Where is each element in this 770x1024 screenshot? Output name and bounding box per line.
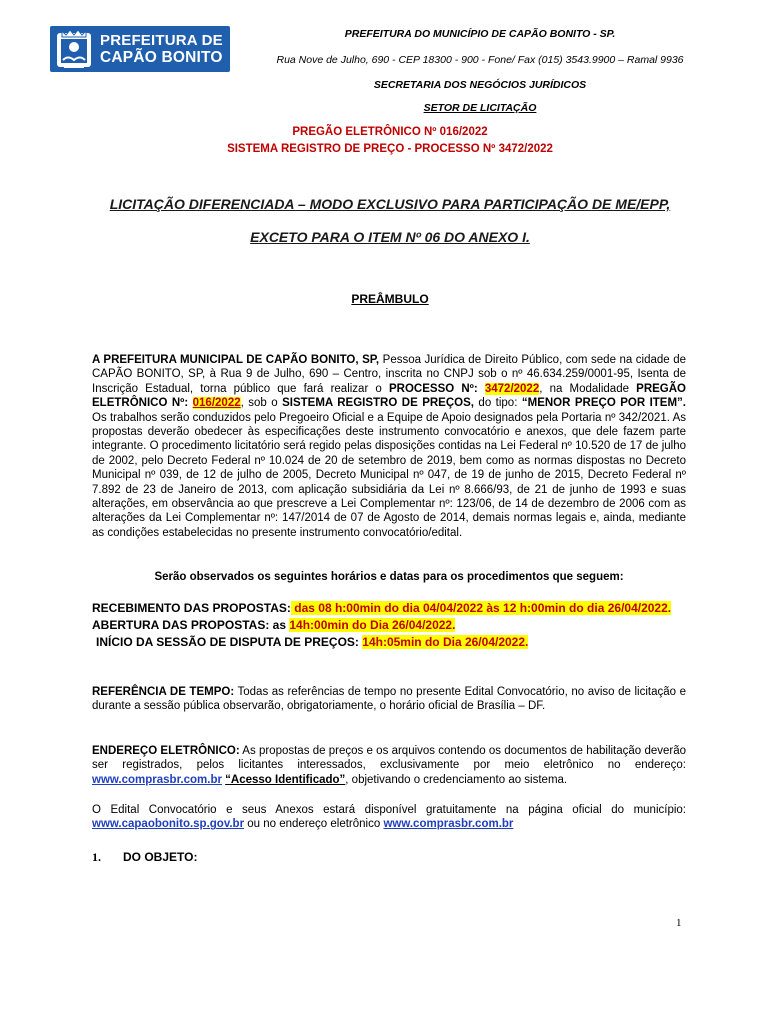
header-municipality: PREFEITURA DO MUNICÍPIO DE CAPÃO BONITO - SP.	[344, 28, 616, 40]
schedule-session	[92, 634, 712, 651]
city-crest-icon	[54, 27, 94, 71]
session-value: 14h:05min do Dia 26/04/2022.	[362, 635, 529, 649]
preamble-paragraph	[92, 353, 686, 540]
tender-process: SISTEMA REGISTRO DE PREÇO - PROCESSO Nº 3472/2022	[227, 143, 553, 155]
section-1-heading	[92, 850, 197, 865]
text-run: ou no endereço eletrônico	[244, 818, 384, 831]
processo-label: PROCESSO Nº:	[389, 382, 478, 395]
receiving-value: das 08 h:00min do dia 04/04/2022 às 12 h:00min do dia 26/04/2022.	[290, 601, 672, 615]
text-run: do tipo:	[473, 397, 522, 410]
opening-label: ABERTURA DAS PROPOSTAS: as	[92, 618, 290, 632]
tipo-label: “MENOR PREÇO POR ITEM”.	[521, 397, 687, 410]
capaobonito-link[interactable]: www.capaobonito.sp.gov.br	[92, 818, 245, 831]
receiving-label: RECEBIMENTO DAS PROPOSTAS:	[92, 601, 291, 615]
pregao-number: 016/2022	[192, 397, 241, 410]
city-hall-name: A PREFEITURA MUNICIPAL DE CAPÃO BONITO, SP,	[92, 354, 380, 366]
text-run: , objetivando o credenciamento ao sistema.	[345, 773, 568, 786]
preamble-heading: PREÂMBULO	[351, 292, 429, 306]
electronic-address-label: ENDEREÇO ELETRÔNICO:	[92, 745, 240, 757]
processo-number: 3472/2022	[484, 382, 540, 395]
section-title: DO OBJETO:	[123, 850, 198, 864]
comprasbr-link-2[interactable]: www.comprasbr.com.br	[383, 818, 514, 831]
text-run: Todas as referências de tempo no presente Edital Convocatório, no aviso de licitação e durante a sessão pública observarão, obrigatoriamente, o horário oficial de Brasília – DF.	[92, 686, 686, 713]
edital-paragraph	[92, 803, 686, 832]
header-address: Rua Nove de Julho, 690 - CEP 18300 - 900 - Fone/ Fax (015) 3543.9900 – Ramal 9936	[276, 54, 684, 66]
schedule-receiving	[92, 600, 712, 617]
title-line-1: LICITAÇÃO DIFERENCIADA – MODO EXCLUSIVO PARA PARTICIPAÇÃO DE ME/EPP,	[109, 196, 671, 212]
srp-label: SISTEMA REGISTRO DE PREÇOS,	[282, 397, 474, 410]
section-number: 1.	[92, 850, 101, 864]
text-run: Os trabalhos serão conduzidos pelo Pregoeiro Oficial e a Equipe de Apoio designados pela Portaria nº 342/2021. As propostas deverão obedecer às especificações deste instrumento convocatório e anexos, que dele fazem parte integrante. O procedimento licitatório será regido pelas disposições contidas na Lei Federal nº 10.520 de 17 de julho de 2002, pelo Decreto Federal nº 10.024 de 20 de setembro de 2019, bem como as normas dispostas no Decreto Municipal nº 039, de 12 de julho de 2005, Decreto Municipal nº 047, de 19 de junho de 2015, Decreto Federal nº 7.892 de 23 de Janeiro de 2013, com aplicação subsidiária da Lei nº 8.666/93, de 21 de junho de 1993 e suas alterações, em observância ao que prescreve a Lei Complementar nº: 123/06, de 14 de dezembro de 2006 com as alterações da Lei Complementar nº: 147/2014 de 07 de Agosto de 2014, demais normas legais e, ainda, mediante as condições estabelecidas no presente instrumento convocatório/edital.	[92, 411, 686, 539]
schedule-opening	[92, 617, 712, 634]
text-run: O Edital Convocatório e seus Anexos estará disponível gratuitamente na página oficial do município:	[92, 804, 686, 816]
electronic-address-paragraph	[92, 744, 686, 787]
schedule-block	[92, 600, 712, 651]
pregao-label: PREGÃO ELETRÔNICO Nº:	[92, 382, 686, 410]
prefeitura-logo	[50, 26, 230, 72]
title-line-2: EXCETO PARA O ITEM Nº 06 DO ANEXO I.	[250, 229, 530, 245]
text-run: As propostas de preços e os arquivos contendo os documentos de habilitação deverão ser registrados, pelos licitantes interessados, exclusivamente por meio eletrônico no endereço:	[92, 745, 687, 772]
time-reference-paragraph	[92, 685, 686, 714]
text-run: , na Modalidade	[539, 382, 637, 395]
time-reference-label: REFERÊNCIA DE TEMPO:	[92, 686, 235, 698]
opening-value: 14h:00min do Dia 26/04/2022.	[289, 618, 456, 632]
tender-number: PREGÃO ELETRÔNICO Nº 016/2022	[292, 126, 488, 138]
logo-text	[100, 32, 223, 66]
page-number: 1	[676, 917, 682, 929]
logo-line-1: PREFEITURA DE	[100, 32, 223, 49]
access-label: “Acesso Identificado”	[225, 773, 346, 786]
comprasbr-link[interactable]: www.comprasbr.com.br	[92, 773, 222, 786]
session-label: INÍCIO DA SESSÃO DE DISPUTA DE PREÇOS:	[96, 635, 363, 649]
text-run: , sob o	[240, 397, 283, 410]
logo-line-2: CAPÃO BONITO	[100, 49, 223, 66]
schedule-intro: Serão observados os seguintes horários e datas para os procedimentos que seguem:	[154, 571, 624, 583]
text-run: Pessoa Jurídica de Direito Público, com sede na cidade de CAPÃO BONITO, SP, à Rua 9 de Julho, 690 – Centro, inscrita no CNPJ sob o nº 46.634.259/0001-95, Isenta de Inscrição Estadual, torna público que fará realizar o	[92, 354, 686, 395]
header-secretariat: SECRETARIA DOS NEGÓCIOS JURÍDICOS	[373, 79, 587, 91]
header-sector: SETOR DE LICITAÇÃO	[423, 102, 537, 114]
